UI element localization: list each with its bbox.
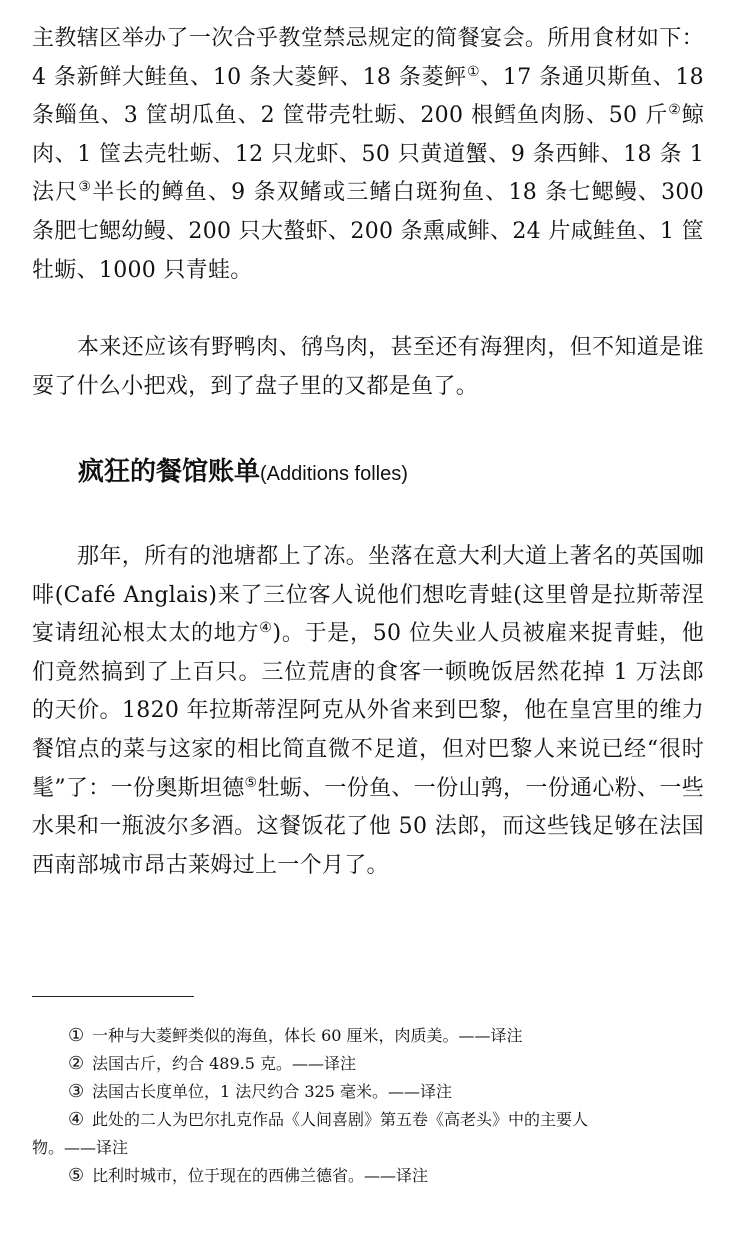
footnote-continuation: 物。——译注 [32,1138,129,1157]
footnote-ref-3: ③ [78,179,93,196]
heading-subtitle: (Additions folles) [260,463,408,485]
footnote-mark: ③ [68,1081,85,1102]
footnote-ref-5: ⑤ [244,774,258,791]
footnote-mark: ① [68,1025,85,1046]
footnote-item [32,1078,704,1106]
paragraph-text: 主教辖区举办了一次合乎教堂禁忌规定的简餐宴会。所用食材如下：4 条新鲜大鲑鱼、10 条大菱鲆、18 条菱鲆 [32,26,704,90]
paragraph-text: 牡蛎、一份鱼、一份山鹑，一份通心粉、一些水果和一瓶波尔多酒。这餐饭花了他 50 法郎，而这些钱足够在法国西南部城市昂古莱姆过上一个月了。 [32,775,704,878]
footnote-item [32,1022,704,1050]
footnote-mark: ④ [68,1109,85,1130]
footnote-ref-1: ① [466,63,481,80]
footnote-text: 一种与大菱鲆类似的海鱼，体长 60 厘米，肉质美。——译注 [92,1026,523,1045]
footnote-item [32,1050,704,1078]
paragraph-text: 那年，所有的池塘都上了冻。坐落在意大利大道上著名的英国咖啡(Café Anglais)来了三位客人说他们想吃青蛙(这里曾是拉斯蒂涅宴请纽沁根太太的地方 [32,544,704,647]
footnote-item [32,1162,704,1190]
footnote-ref-4: ④ [259,620,273,637]
paragraph-ingredients [32,20,704,290]
paragraph-text: 、17 条通贝斯鱼、18 条鲻鱼、3 筐胡瓜鱼、2 筐带壳牡蛎、200 根鳕鱼肉肠、50 斤 [32,64,704,129]
paragraph-text: )。于是，50 位失业人员被雇来捉青蛙，他们竟然搞到了上百只。三位荒唐的食客一顿晚饭居然花掉 1 万法郎的天价。1820 年拉斯蒂涅阿克从外省来到巴黎，他在皇宫里的维力餐馆点的菜与这家的相比简直微不足道，但对巴黎人来说已经“很时髦”了：一份奥斯坦德 [32,621,704,801]
footnote-mark: ⑤ [68,1165,85,1186]
footnote-mark: ② [68,1053,85,1074]
heading-title: 疯狂的餐馆账单 [78,457,261,487]
paragraph-text: 半长的鳟鱼、9 条双鳍或三鳍白斑狗鱼、18 条七鳃鳗、300 条肥七鳃幼鳗、200 只大螯虾、200 条熏咸鲱、24 片咸鲑鱼、1 筐牡蛎、1000 只青蛙。 [32,180,704,283]
footnote-ref-2: ② [668,102,682,119]
footnote-text: 此处的二人为巴尔扎克作品《人间喜剧》第五卷《高老头》中的主要人 [92,1110,589,1129]
footnote-item [32,1106,704,1162]
paragraph-wild-duck: 本来还应该有野鸭肉、鸻鸟肉，甚至还有海狸肉，但不知道是谁耍了什么小把戏，到了盘子里的又都是鱼了。 [32,335,704,399]
footnote-text: 法国古斤，约合 489.5 克。——译注 [92,1054,356,1073]
footnotes-list [32,1022,704,1190]
footnote-text: 比利时城市，位于现在的西佛兰德省。——译注 [92,1166,429,1185]
section-heading [78,452,408,494]
footnote-divider [32,996,194,997]
paragraph-cafe-anglais [32,538,704,885]
paragraph-text: 鲸肉、1 筐去壳牡蛎、12 只龙虾、50 只黄道蟹、9 条西鲱、18 条 1 法尺 [32,103,704,206]
footnote-text: 法国古长度单位，1 法尺约合 325 毫米。——译注 [92,1082,452,1101]
